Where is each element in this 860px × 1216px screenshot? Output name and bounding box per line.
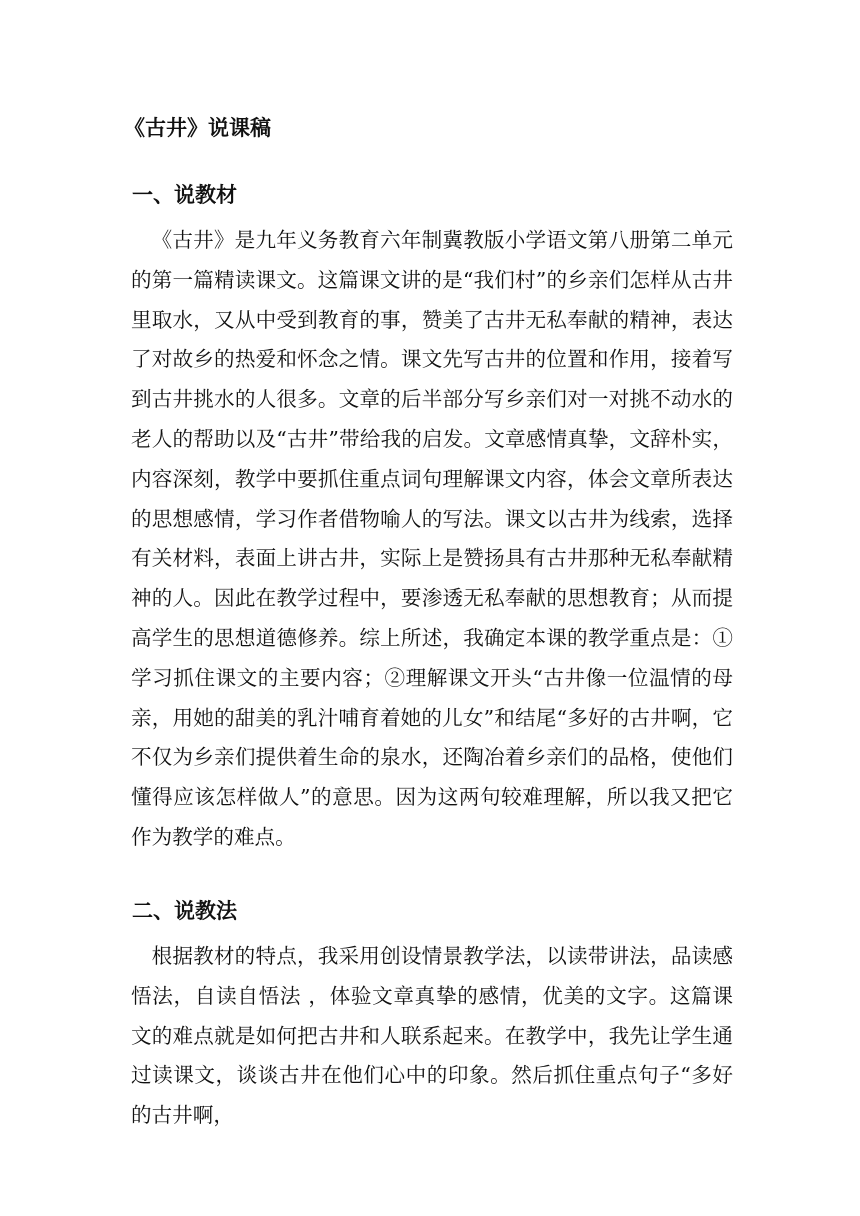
- document-title: 《古井》说课稿: [124, 115, 271, 140]
- section-paragraph-teaching-method: 根据教材的特点，我采用创设情景教学法，以读带讲法，品读感悟法，自读自悟法 ，体验文章真挚的感情，优美的文字。这篇课文的难点就是如何把古井和人联系起来。在教学中，我先让学生通过读课文，谈谈古井在他们心中的印象。然后抓住重点句子“多好的古井啊，: [131, 944, 733, 1128]
- section-heading-teaching-method: 二、说教法: [132, 898, 237, 923]
- section-paragraph-textbook: 《古井》是九年义务教育六年制冀教版小学语文第八册第二单元的第一篇精读课文。这篇课文讲的是“我们村”的乡亲们怎样从古井里取水，又从中受到教育的事，赞美了古井无私奉献的精神，表达了对故乡的热爱和怀念之情。课文先写古井的位置和作用，接着写到古井挑水的人很多。文章的后半部分写乡亲们对一对挑不动水的老人的帮助以及“古井”带给我的启发。文章感情真挚，文辞朴实，内容深刻，教学中要抓住重点词句理解课文内容，体会文章所表达的思想感情，学习作者借物喻人的写法。课文以古井为线索，选择有关材料，表面上讲古井，实际上是赞扬具有古井那种无私奉献精神的人。因此在教学过程中，要渗透无私奉献的思想教育；从而提高学生的思想道德修养。综上所述，我确定本课的教学重点是：①学习抓住课文的主要内容；②理解课文开头“古井像一位温情的母亲，用她的甜美的乳汁哺育着她的儿女”和结尾“多好的古井啊，它不仅为乡亲们提供着生命的泉水，还陶冶着乡亲们的品格，使他们懂得应该怎样做人”的意思。因为这两句较难理解，所以我又把它作为教学的难点。: [131, 228, 733, 849]
- section-heading-textbook: 一、说教材: [132, 182, 237, 207]
